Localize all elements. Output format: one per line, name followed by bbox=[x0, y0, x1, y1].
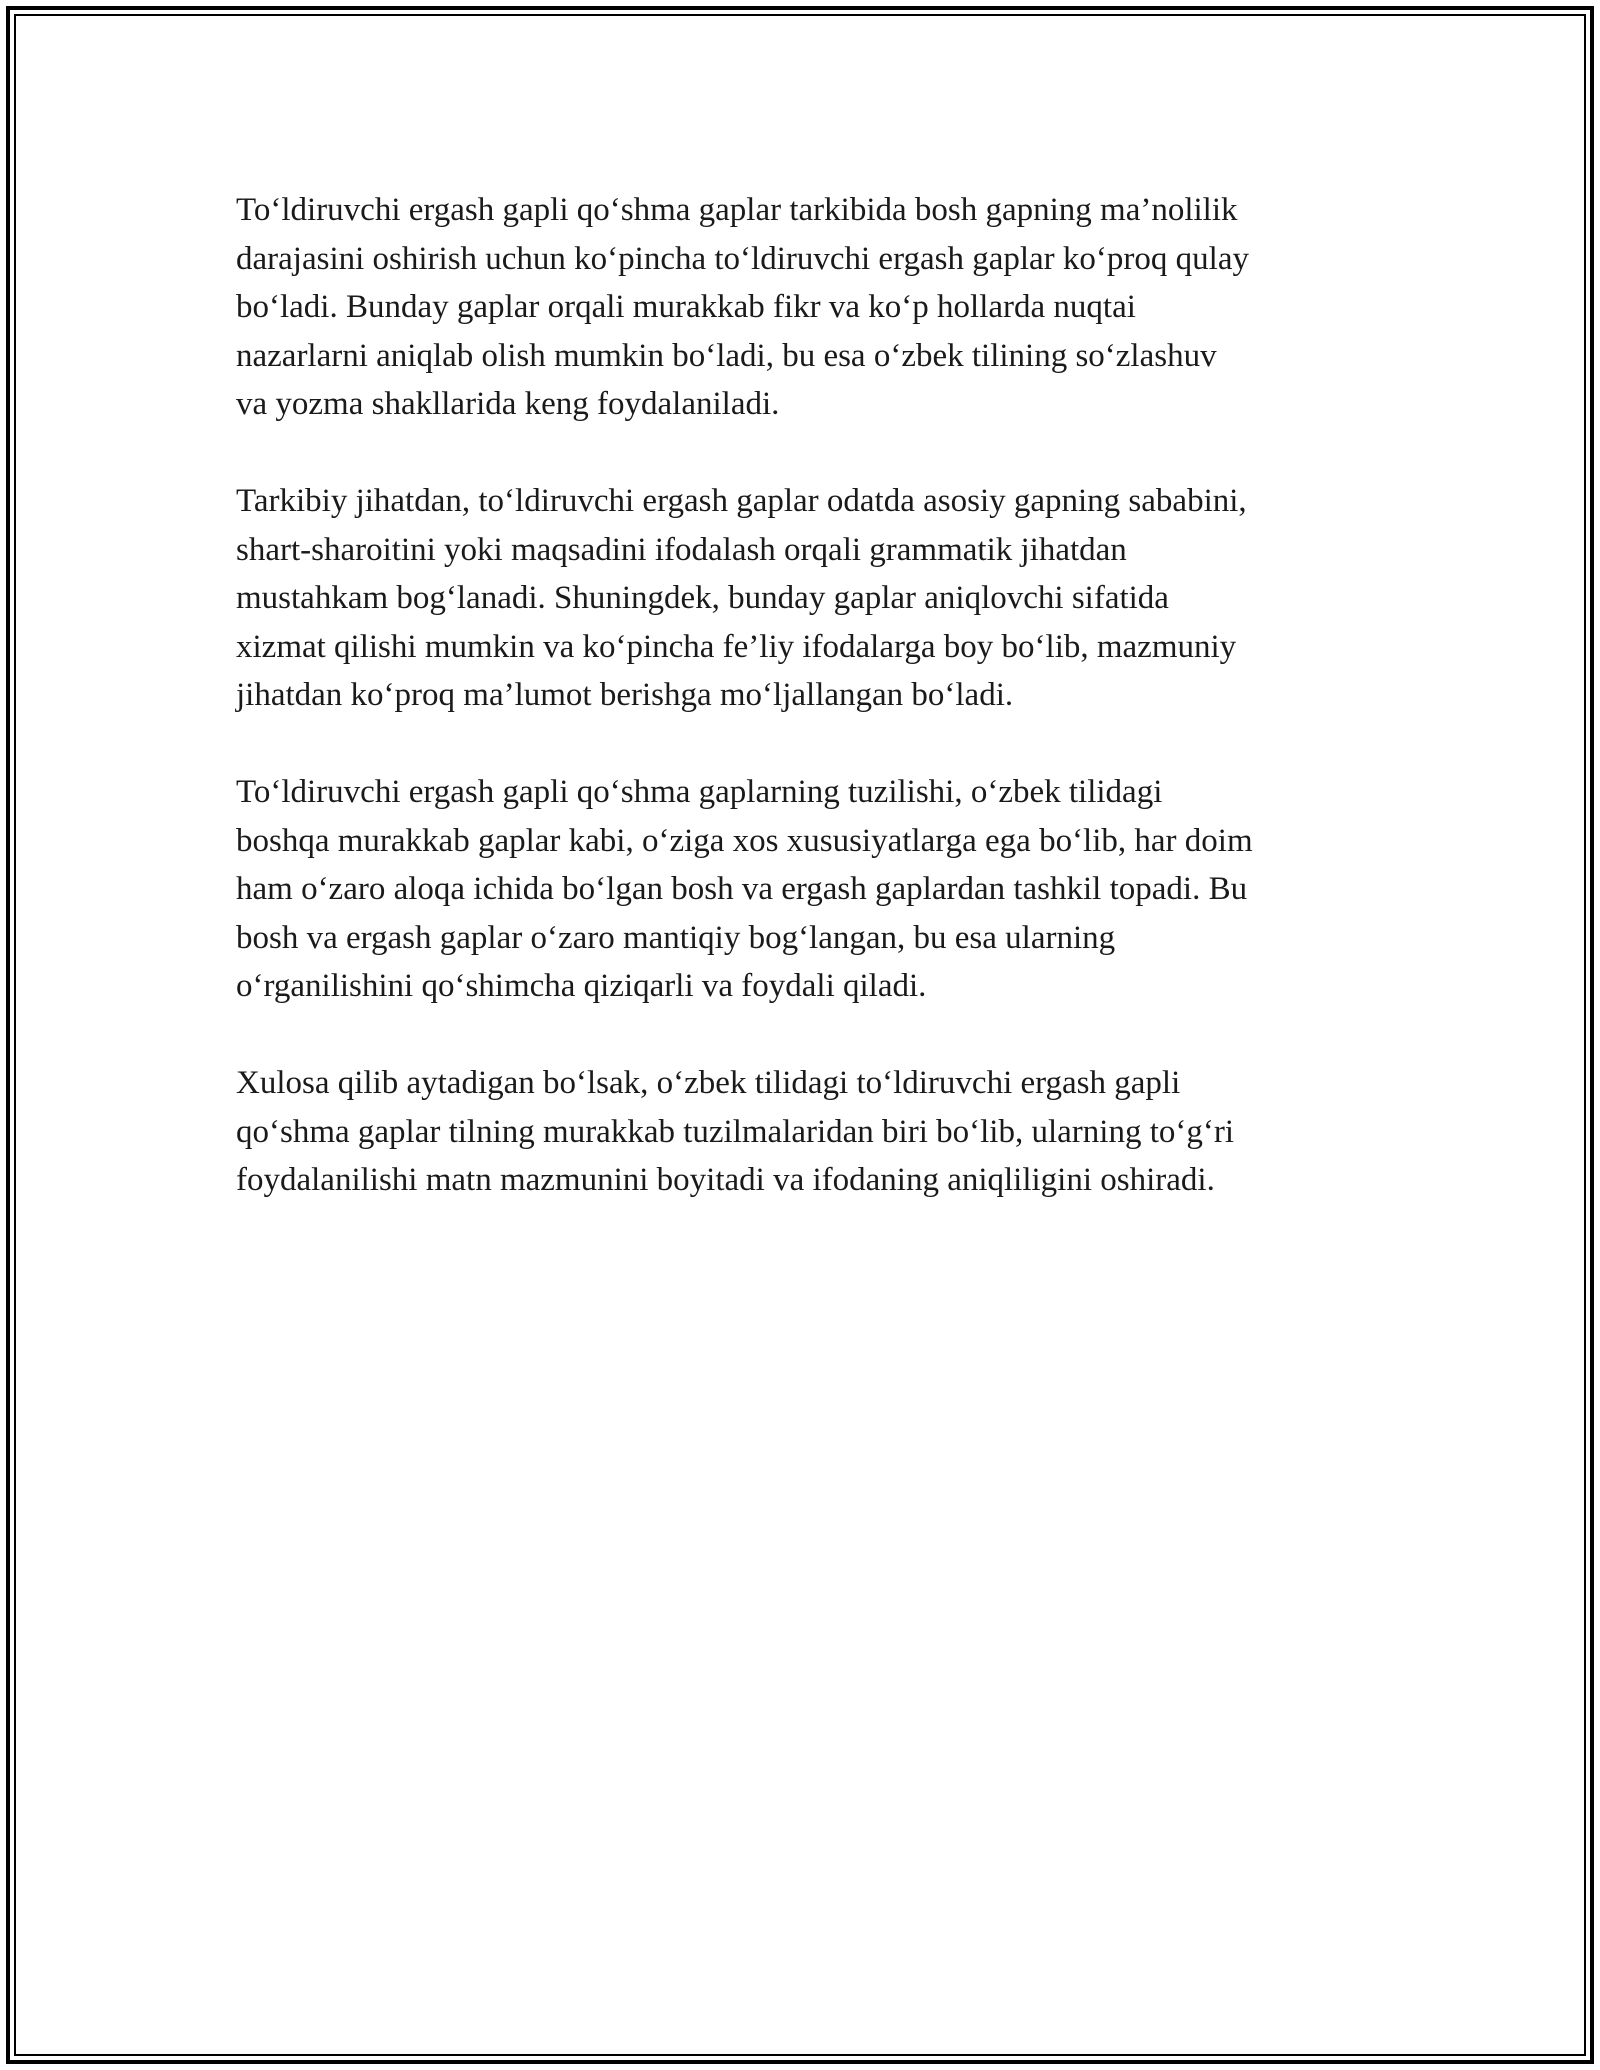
text-line: Xulosa qilib aytadigan bo‘lsak, o‘zbek tilidagi to‘ldiruvchi ergash gapli bbox=[236, 1065, 1181, 1101]
text-line: To‘ldiruvchi ergash gapli qo‘shma gaplarning tuzilishi, o‘zbek tilidagi bbox=[236, 774, 1163, 810]
paragraph-3 bbox=[236, 768, 1376, 1011]
text-line: va yozma shakllarida keng foydalaniladi. bbox=[236, 386, 780, 422]
text-line: boshqa murakkab gaplar kabi, o‘ziga xos xususiyatlarga ega bo‘lib, har doim bbox=[236, 822, 1253, 859]
text-line: jihatdan ko‘proq ma’lumot berishga mo‘ljallangan bo‘ladi. bbox=[236, 677, 1014, 713]
text-line: mustahkam bog‘lanadi. Shuningdek, bunday gaplar aniqlovchi sifatida bbox=[236, 580, 1169, 616]
text-line: nazarlarni aniqlab olish mumkin bo‘ladi, bu esa o‘zbek tilining so‘zlashuv bbox=[236, 337, 1217, 374]
text-line: foydalanilishi matn mazmunini boyitadi va ifodaning aniqliligini oshiradi. bbox=[236, 1162, 1215, 1198]
paragraph-2 bbox=[236, 477, 1376, 720]
paragraph-1 bbox=[236, 186, 1376, 429]
text-line: To‘ldiruvchi ergash gapli qo‘shma gaplar tarkibida bosh gapning ma’nolilik bbox=[236, 192, 1238, 228]
text-line: shart-sharoitini yoki maqsadini ifodalash orqali grammatik jihatdan bbox=[236, 531, 1127, 568]
text-line: Tarkibiy jihatdan, to‘ldiruvchi ergash gaplar odatda asosiy gapning sababini, bbox=[236, 483, 1247, 519]
document-body bbox=[236, 186, 1376, 1253]
text-line: bosh va ergash gaplar o‘zaro mantiqiy bog‘langan, bu esa ularning bbox=[236, 919, 1116, 956]
text-line: o‘rganilishini qo‘shimcha qiziqarli va foydali qiladi. bbox=[236, 968, 927, 1004]
paragraph-4 bbox=[236, 1059, 1376, 1205]
text-line: qo‘shma gaplar tilning murakkab tuzilmalaridan biri bo‘lib, ularning to‘g‘ri bbox=[236, 1113, 1234, 1150]
text-line: bo‘ladi. Bunday gaplar orqali murakkab fikr va ko‘p hollarda nuqtai bbox=[236, 289, 1136, 325]
text-line: ham o‘zaro aloqa ichida bo‘lgan bosh va ergash gaplardan tashkil topadi. Bu bbox=[236, 871, 1248, 907]
text-line: darajasini oshirish uchun ko‘pincha to‘ldiruvchi ergash gaplar ko‘proq qulay bbox=[236, 240, 1249, 277]
text-line: xizmat qilishi mumkin va ko‘pincha fe’liy ifodalarga boy bo‘lib, mazmuniy bbox=[236, 628, 1237, 665]
